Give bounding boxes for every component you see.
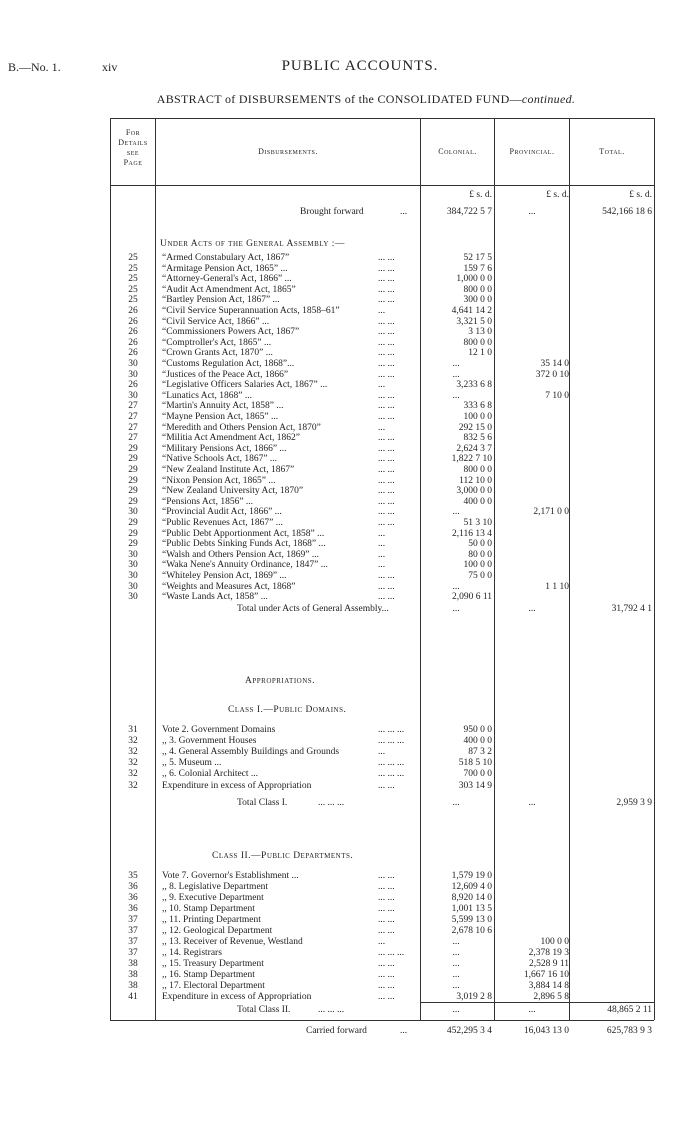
- row-dots: ... ... ...: [378, 725, 405, 735]
- row-description: ,, 14. Registrars: [162, 948, 222, 958]
- row-description: Expenditure in excess of Appropriation: [162, 992, 312, 1002]
- acts-total-provincial: ...: [528, 604, 536, 614]
- acts-section-heading: Under Acts of the General Assembly :—: [160, 239, 345, 249]
- page-title: PUBLIC ACCOUNTS.: [281, 58, 439, 74]
- row-colonial-amount: 400 0 0: [463, 736, 492, 747]
- row-page-ref: 30: [128, 592, 138, 603]
- row-page-ref: 30: [128, 560, 138, 571]
- row-description: ,, 6. Colonial Architect ...: [162, 769, 259, 780]
- row-dots: ... ...: [378, 337, 395, 348]
- row-page-ref: 25: [128, 274, 138, 285]
- row-colonial-amount: 2,116 13 4: [451, 528, 492, 539]
- row-colonial-amount: 1,579 19 0: [451, 871, 492, 881]
- row-dots: ... ...: [378, 295, 395, 306]
- row-colonial-amount: ...: [452, 359, 460, 369]
- row-dots: ... ...: [378, 507, 395, 518]
- row-colonial-amount: 3,019 2 8: [456, 992, 492, 1002]
- row-dots: ... ...: [378, 871, 395, 881]
- row-description: “Bartley Pension Act, 1867” ...: [162, 295, 280, 306]
- row-description: ,, 17. Electoral Department: [162, 981, 265, 991]
- class2-total-total: 48,865 2 11: [607, 1005, 652, 1015]
- row-description: “Weights and Measures Act, 1868”: [162, 581, 296, 592]
- row-description: “Legislative Officers Salaries Act, 1867” ...: [162, 380, 328, 391]
- row-colonial-amount: 5,599 13 0: [451, 915, 492, 925]
- class1-total-label: Total Class I.: [237, 798, 288, 808]
- row-description: “Militia Act Amendment Act, 1862”: [162, 433, 300, 444]
- row-page-ref: 32: [128, 780, 138, 791]
- row-description: Expenditure in excess of Appropriation: [162, 780, 312, 791]
- row-colonial-amount: 80 0 0: [468, 549, 492, 560]
- row-colonial-amount: ...: [452, 959, 460, 969]
- class1-total-provincial: ...: [528, 798, 536, 808]
- carried-forward-total: 625,783 9 3: [606, 1026, 652, 1036]
- row-page-ref: 38: [128, 959, 138, 969]
- row-provincial-amount: 3,884 14 8: [528, 981, 569, 991]
- row-page-ref: 38: [128, 970, 138, 980]
- col-header-page-line: see: [126, 148, 140, 157]
- row-description: “Meredith and Others Pension Act, 1870”: [162, 422, 321, 433]
- brought-forward-dots: ...: [400, 207, 408, 217]
- row-page-ref: 26: [128, 306, 138, 316]
- row-page-ref: 29: [128, 486, 138, 497]
- row-description: ,, 5. Museum ...: [162, 758, 222, 769]
- row-provincial-amount: 35 14 0: [540, 359, 569, 369]
- row-description: “Civil Service Superannuation Acts, 1858–61”: [162, 306, 340, 316]
- row-colonial-amount: 800 0 0: [463, 284, 492, 295]
- row-page-ref: 30: [128, 359, 138, 369]
- row-dots: ... ...: [378, 454, 395, 465]
- row-colonial-amount: 112 10 0: [459, 475, 492, 486]
- row-description: “Walsh and Others Pension Act, 1869” ...: [162, 549, 320, 560]
- row-page-ref: 27: [128, 422, 138, 433]
- row-dots: ... ... ...: [378, 736, 405, 747]
- row-description: ,, 16. Stamp Department: [162, 970, 255, 980]
- row-colonial-amount: 950 0 0: [463, 725, 492, 735]
- currency-units-provincial: £ s. d.: [546, 190, 569, 200]
- colonial-column-divider: [494, 118, 495, 1020]
- row-page-ref: 26: [128, 337, 138, 348]
- row-colonial-amount: 75 0 0: [468, 571, 492, 581]
- col-header-provincial: Provincial.: [509, 147, 555, 156]
- row-provincial-amount: 100 0 0: [540, 937, 569, 947]
- row-dots: ... ...: [378, 253, 395, 263]
- brought-forward-label: Brought forward: [300, 207, 364, 217]
- row-dots: ... ...: [378, 274, 395, 285]
- table-subtitle: [0, 92, 700, 107]
- row-provincial-amount: 7 10 0: [545, 390, 569, 401]
- row-page-ref: 29: [128, 454, 138, 465]
- row-dots: ... ...: [378, 926, 395, 936]
- row-page-ref: 29: [128, 475, 138, 486]
- row-dots: ... ... ...: [378, 948, 405, 958]
- row-page-ref: 29: [128, 465, 138, 475]
- row-description: “Armitage Pension Act, 1865” ...: [162, 263, 288, 274]
- row-page-ref: 29: [128, 518, 138, 528]
- brought-forward-colonial: 384,722 5 7: [446, 207, 492, 217]
- row-dots: ... ...: [378, 433, 395, 444]
- row-dots: ... ...: [378, 390, 395, 401]
- col-header-disbursements: Disbursements.: [258, 147, 318, 156]
- row-dots: ... ...: [378, 992, 395, 1002]
- row-dots: ... ... ...: [378, 758, 405, 769]
- row-page-ref: 32: [128, 769, 138, 780]
- col-header-page-line: Page: [123, 158, 143, 167]
- row-page-ref: 29: [128, 528, 138, 539]
- table-bottom-rule: [110, 1020, 654, 1021]
- row-colonial-amount: 3,233 6 8: [456, 380, 492, 391]
- row-page-ref: 26: [128, 327, 138, 338]
- row-description: “Public Revenues Act, 1867” ...: [162, 518, 283, 528]
- row-colonial-amount: ...: [452, 948, 460, 958]
- row-page-ref: 25: [128, 253, 138, 263]
- row-colonial-amount: 12,609 4 0: [451, 882, 492, 892]
- row-colonial-amount: 3,000 0 0: [456, 486, 492, 497]
- row-dots: ... ...: [378, 882, 395, 892]
- row-dots: ... ...: [378, 369, 395, 380]
- row-dots: ... ...: [378, 443, 395, 454]
- row-colonial-amount: 300 0 0: [463, 295, 492, 306]
- row-colonial-amount: 1,000 0 0: [456, 274, 492, 285]
- row-page-ref: 32: [128, 747, 138, 758]
- row-description: “Customs Regulation Act, 1868”...: [162, 359, 295, 369]
- row-dots: ... ...: [378, 316, 395, 327]
- row-dots: ... ...: [378, 904, 395, 914]
- row-dots: ... ...: [378, 359, 395, 369]
- row-page-ref: 25: [128, 263, 138, 274]
- row-description: Vote 7. Governor's Establishment ...: [162, 871, 299, 881]
- row-dots: ... ...: [378, 327, 395, 338]
- row-page-ref: 37: [128, 948, 138, 958]
- row-page-ref: 27: [128, 401, 138, 412]
- row-dots: ...: [378, 747, 386, 758]
- row-colonial-amount: 12 1 0: [468, 348, 492, 359]
- carried-forward-label: Carried forward: [306, 1026, 367, 1036]
- row-colonial-amount: 800 0 0: [463, 465, 492, 475]
- acts-total-total: 31,792 4 1: [611, 604, 652, 614]
- row-description: “Provincial Audit Act, 1866” ...: [162, 507, 282, 518]
- col-header-colonial: Colonial.: [438, 147, 477, 156]
- currency-units-colonial: £ s. d.: [469, 190, 492, 200]
- row-colonial-amount: ...: [452, 981, 460, 991]
- row-page-ref: 30: [128, 507, 138, 518]
- row-dots: ...: [378, 422, 386, 433]
- row-colonial-amount: ...: [452, 937, 460, 947]
- row-dots: ... ...: [378, 348, 395, 359]
- row-dots: ... ...: [378, 780, 395, 791]
- row-page-ref: 29: [128, 443, 138, 454]
- row-colonial-amount: 2,090 6 11: [451, 592, 492, 603]
- row-description: Vote 2. Government Domains: [162, 725, 276, 735]
- row-page-ref: 30: [128, 581, 138, 592]
- row-colonial-amount: 1,822 7 10: [451, 454, 492, 465]
- class1-heading: Class I.—Public Domains.: [228, 705, 347, 715]
- page-number: xiv: [102, 60, 118, 74]
- row-colonial-amount: 100 0 0: [463, 412, 492, 422]
- acts-total-label: Total under Acts of General Assembly...: [237, 604, 389, 614]
- row-colonial-amount: 51 3 10: [463, 518, 492, 528]
- row-dots: ... ...: [378, 263, 395, 274]
- row-dots: ... ...: [378, 970, 395, 980]
- row-colonial-amount: 3,321 5 0: [456, 316, 492, 327]
- row-page-ref: 30: [128, 390, 138, 401]
- row-description: “New Zealand University Act, 1870”: [162, 486, 304, 497]
- row-description: “Armed Constabulary Act, 1867”: [162, 253, 290, 263]
- row-page-ref: 30: [128, 549, 138, 560]
- row-page-ref: 30: [128, 571, 138, 581]
- row-dots: ... ...: [378, 401, 395, 412]
- row-colonial-amount: 800 0 0: [463, 337, 492, 348]
- row-page-ref: 27: [128, 412, 138, 422]
- row-description: “Justices of the Peace Act, 1866”: [162, 369, 289, 380]
- row-colonial-amount: 52 17 5: [463, 253, 492, 263]
- row-colonial-amount: 333 6 8: [463, 401, 492, 412]
- row-description: ,, 4. General Assembly Buildings and Grounds: [162, 747, 340, 758]
- row-description: “Comptroller's Act, 1865” ...: [162, 337, 272, 348]
- row-dots: ... ...: [378, 412, 395, 422]
- row-dots: ...: [378, 549, 386, 560]
- class2-total-provincial: ...: [528, 1005, 536, 1015]
- subtitle-continued: continued.: [521, 92, 576, 106]
- row-colonial-amount: 832 5 6: [463, 433, 492, 444]
- row-description: “Mayne Pension Act, 1865” ...: [162, 412, 279, 422]
- row-colonial-amount: ...: [452, 970, 460, 980]
- row-page-ref: 41: [128, 992, 138, 1002]
- row-provincial-amount: 2,171 0 0: [533, 507, 569, 518]
- table-top-rule: [110, 118, 654, 119]
- row-dots: ...: [378, 380, 386, 391]
- row-page-ref: 25: [128, 284, 138, 295]
- row-colonial-amount: 2,678 10 6: [451, 926, 492, 936]
- subtitle-main: ABSTRACT of DISBURSEMENTS of the CONSOLIDATED FUND—: [156, 92, 522, 106]
- class1-total-colonial: ...: [452, 798, 460, 808]
- row-dots: ... ...: [378, 496, 395, 507]
- row-description: “Attorney-General's Act, 1866” ...: [162, 274, 292, 285]
- row-colonial-amount: 303 14 9: [458, 780, 492, 791]
- row-dots: ...: [378, 539, 386, 550]
- row-provincial-amount: 2,528 9 11: [528, 959, 569, 969]
- row-page-ref: 31: [128, 725, 138, 735]
- row-description: ,, 11. Printing Department: [162, 915, 261, 925]
- class2-heading: Class II.—Public Departments.: [212, 851, 354, 861]
- row-description: “Crown Grants Act, 1870” ...: [162, 348, 273, 359]
- appropriations-heading: Appropriations.: [245, 676, 316, 686]
- page-column-divider: [155, 118, 156, 1020]
- row-description: ,, 3. Government Houses: [162, 736, 257, 747]
- row-colonial-amount: 4,641 14 2: [451, 306, 492, 316]
- row-colonial-amount: 518 5 10: [458, 758, 492, 769]
- row-dots: ... ...: [378, 475, 395, 486]
- carried-forward-provincial: 16,043 13 0: [523, 1026, 569, 1036]
- row-colonial-amount: 100 0 0: [463, 560, 492, 571]
- row-page-ref: 25: [128, 295, 138, 306]
- row-description: “Lunatics Act, 1868” ...: [162, 390, 252, 401]
- row-colonial-amount: ...: [452, 390, 460, 401]
- row-dots: ... ...: [378, 465, 395, 475]
- row-description: “Public Debt Apportionment Act, 1858” ...: [162, 528, 325, 539]
- row-page-ref: 37: [128, 937, 138, 947]
- row-dots: ...: [378, 937, 386, 947]
- row-description: “Whiteley Pension Act, 1869” ...: [162, 571, 287, 581]
- row-colonial-amount: 400 0 0: [463, 496, 492, 507]
- col-header-total: Total.: [599, 147, 625, 156]
- row-page-ref: 27: [128, 433, 138, 444]
- row-provincial-amount: 372 0 10: [535, 369, 569, 380]
- row-provincial-amount: 2,896 5 8: [533, 992, 569, 1002]
- row-provincial-amount: 2,378 19 3: [528, 948, 569, 958]
- brought-forward-provincial: ...: [528, 207, 536, 217]
- row-colonial-amount: 700 0 0: [463, 769, 492, 780]
- row-page-ref: 26: [128, 348, 138, 359]
- row-description: ,, 9. Executive Department: [162, 893, 264, 903]
- row-page-ref: 26: [128, 316, 138, 327]
- row-page-ref: 29: [128, 496, 138, 507]
- row-colonial-amount: 159 7 6: [463, 263, 492, 274]
- row-page-ref: 32: [128, 758, 138, 769]
- row-dots: ... ...: [378, 893, 395, 903]
- row-description: “Commissioners Powers Act, 1867”: [162, 327, 300, 338]
- row-page-ref: 30: [128, 369, 138, 380]
- row-description: “Audit Act Amendment Act, 1865”: [162, 284, 296, 295]
- row-description: “Waste Lands Act, 1858” ...: [162, 592, 268, 603]
- document-code: B.—No. 1.: [8, 60, 61, 74]
- carried-forward-colonial: 452,295 3 4: [446, 1026, 492, 1036]
- table-right-border: [654, 118, 655, 1020]
- row-colonial-amount: ...: [452, 369, 460, 380]
- row-colonial-amount: 8,920 14 0: [451, 893, 492, 903]
- row-description: “Pensions Act, 1856” ...: [162, 496, 254, 507]
- row-dots: ... ...: [378, 959, 395, 969]
- row-page-ref: 26: [128, 380, 138, 391]
- row-description: ,, 10. Stamp Department: [162, 904, 255, 914]
- row-colonial-amount: 292 15 0: [458, 422, 492, 433]
- row-colonial-amount: 2,624 3 7: [456, 443, 492, 454]
- row-dots: ...: [378, 560, 386, 571]
- row-provincial-amount: 1 1 10: [545, 581, 569, 592]
- row-page-ref: 32: [128, 736, 138, 747]
- row-description: “Native Schools Act, 1867” ...: [162, 454, 278, 465]
- col-header-page: [111, 128, 155, 168]
- row-description: ,, 12. Geological Department: [162, 926, 273, 936]
- row-provincial-amount: 1,667 16 10: [523, 970, 569, 980]
- table-left-border: [110, 118, 111, 1020]
- class1-total-total: 2,959 3 9: [616, 798, 652, 808]
- row-description: ,, 8. Legislative Department: [162, 882, 269, 892]
- row-page-ref: 29: [128, 539, 138, 550]
- row-page-ref: 36: [128, 893, 138, 903]
- row-description: “Civil Service Act, 1866” ...: [162, 316, 270, 327]
- row-description: “Martin's Annuity Act, 1858” ...: [162, 401, 284, 412]
- row-colonial-amount: ...: [452, 507, 460, 518]
- header-bottom-rule: [110, 185, 654, 186]
- row-description: “Military Pensions Act, 1866” ...: [162, 443, 287, 454]
- class1-total-dots: ... ... ...: [318, 798, 345, 808]
- row-dots: ... ...: [378, 915, 395, 925]
- row-page-ref: 35: [128, 871, 138, 881]
- row-page-ref: 36: [128, 904, 138, 914]
- row-dots: ... ...: [378, 284, 395, 295]
- row-page-ref: 36: [128, 882, 138, 892]
- acts-total-colonial: ...: [452, 604, 460, 614]
- row-page-ref: 38: [128, 981, 138, 991]
- row-dots: ... ...: [378, 581, 395, 592]
- row-page-ref: 37: [128, 926, 138, 936]
- carried-forward-rule: [420, 1002, 654, 1003]
- row-description: “Public Debts Sinking Funds Act, 1868” ...: [162, 539, 326, 550]
- row-dots: ... ... ...: [378, 769, 405, 780]
- row-dots: ...: [378, 306, 386, 316]
- row-description: “Waka Nene's Annuity Ordinance, 1847” ...: [162, 560, 328, 571]
- row-dots: ... ...: [378, 981, 395, 991]
- row-colonial-amount: 87 3 2: [468, 747, 492, 758]
- class2-total-dots: ... ... ...: [318, 1005, 345, 1015]
- row-description: ,, 15. Treasury Department: [162, 959, 264, 969]
- brought-forward-total: 542,166 18 6: [602, 207, 652, 217]
- row-dots: ... ...: [378, 486, 395, 497]
- row-colonial-amount: 1,001 13 5: [451, 904, 492, 914]
- row-dots: ... ...: [378, 571, 395, 581]
- row-description: ,, 13. Receiver of Revenue, Westland: [162, 937, 303, 947]
- provincial-column-divider: [569, 118, 570, 1020]
- class2-total-colonial: ...: [452, 1005, 460, 1015]
- row-dots: ... ...: [378, 518, 395, 528]
- row-description: “New Zealand Institute Act, 1867”: [162, 465, 295, 475]
- carried-forward-dots: ...: [400, 1026, 408, 1036]
- row-page-ref: 37: [128, 915, 138, 925]
- row-colonial-amount: ...: [452, 581, 460, 592]
- row-dots: ...: [378, 528, 386, 539]
- col-header-page-line: For: [125, 128, 141, 137]
- row-colonial-amount: 3 13 0: [468, 327, 492, 338]
- class2-total-label: Total Class II.: [237, 1005, 291, 1015]
- row-colonial-amount: 50 0 0: [468, 539, 492, 550]
- currency-units-total: £ s. d.: [629, 190, 652, 200]
- col-header-page-line: Details: [118, 138, 148, 147]
- row-dots: ... ...: [378, 592, 395, 603]
- row-description: “Nixon Pension Act, 1865” ...: [162, 475, 276, 486]
